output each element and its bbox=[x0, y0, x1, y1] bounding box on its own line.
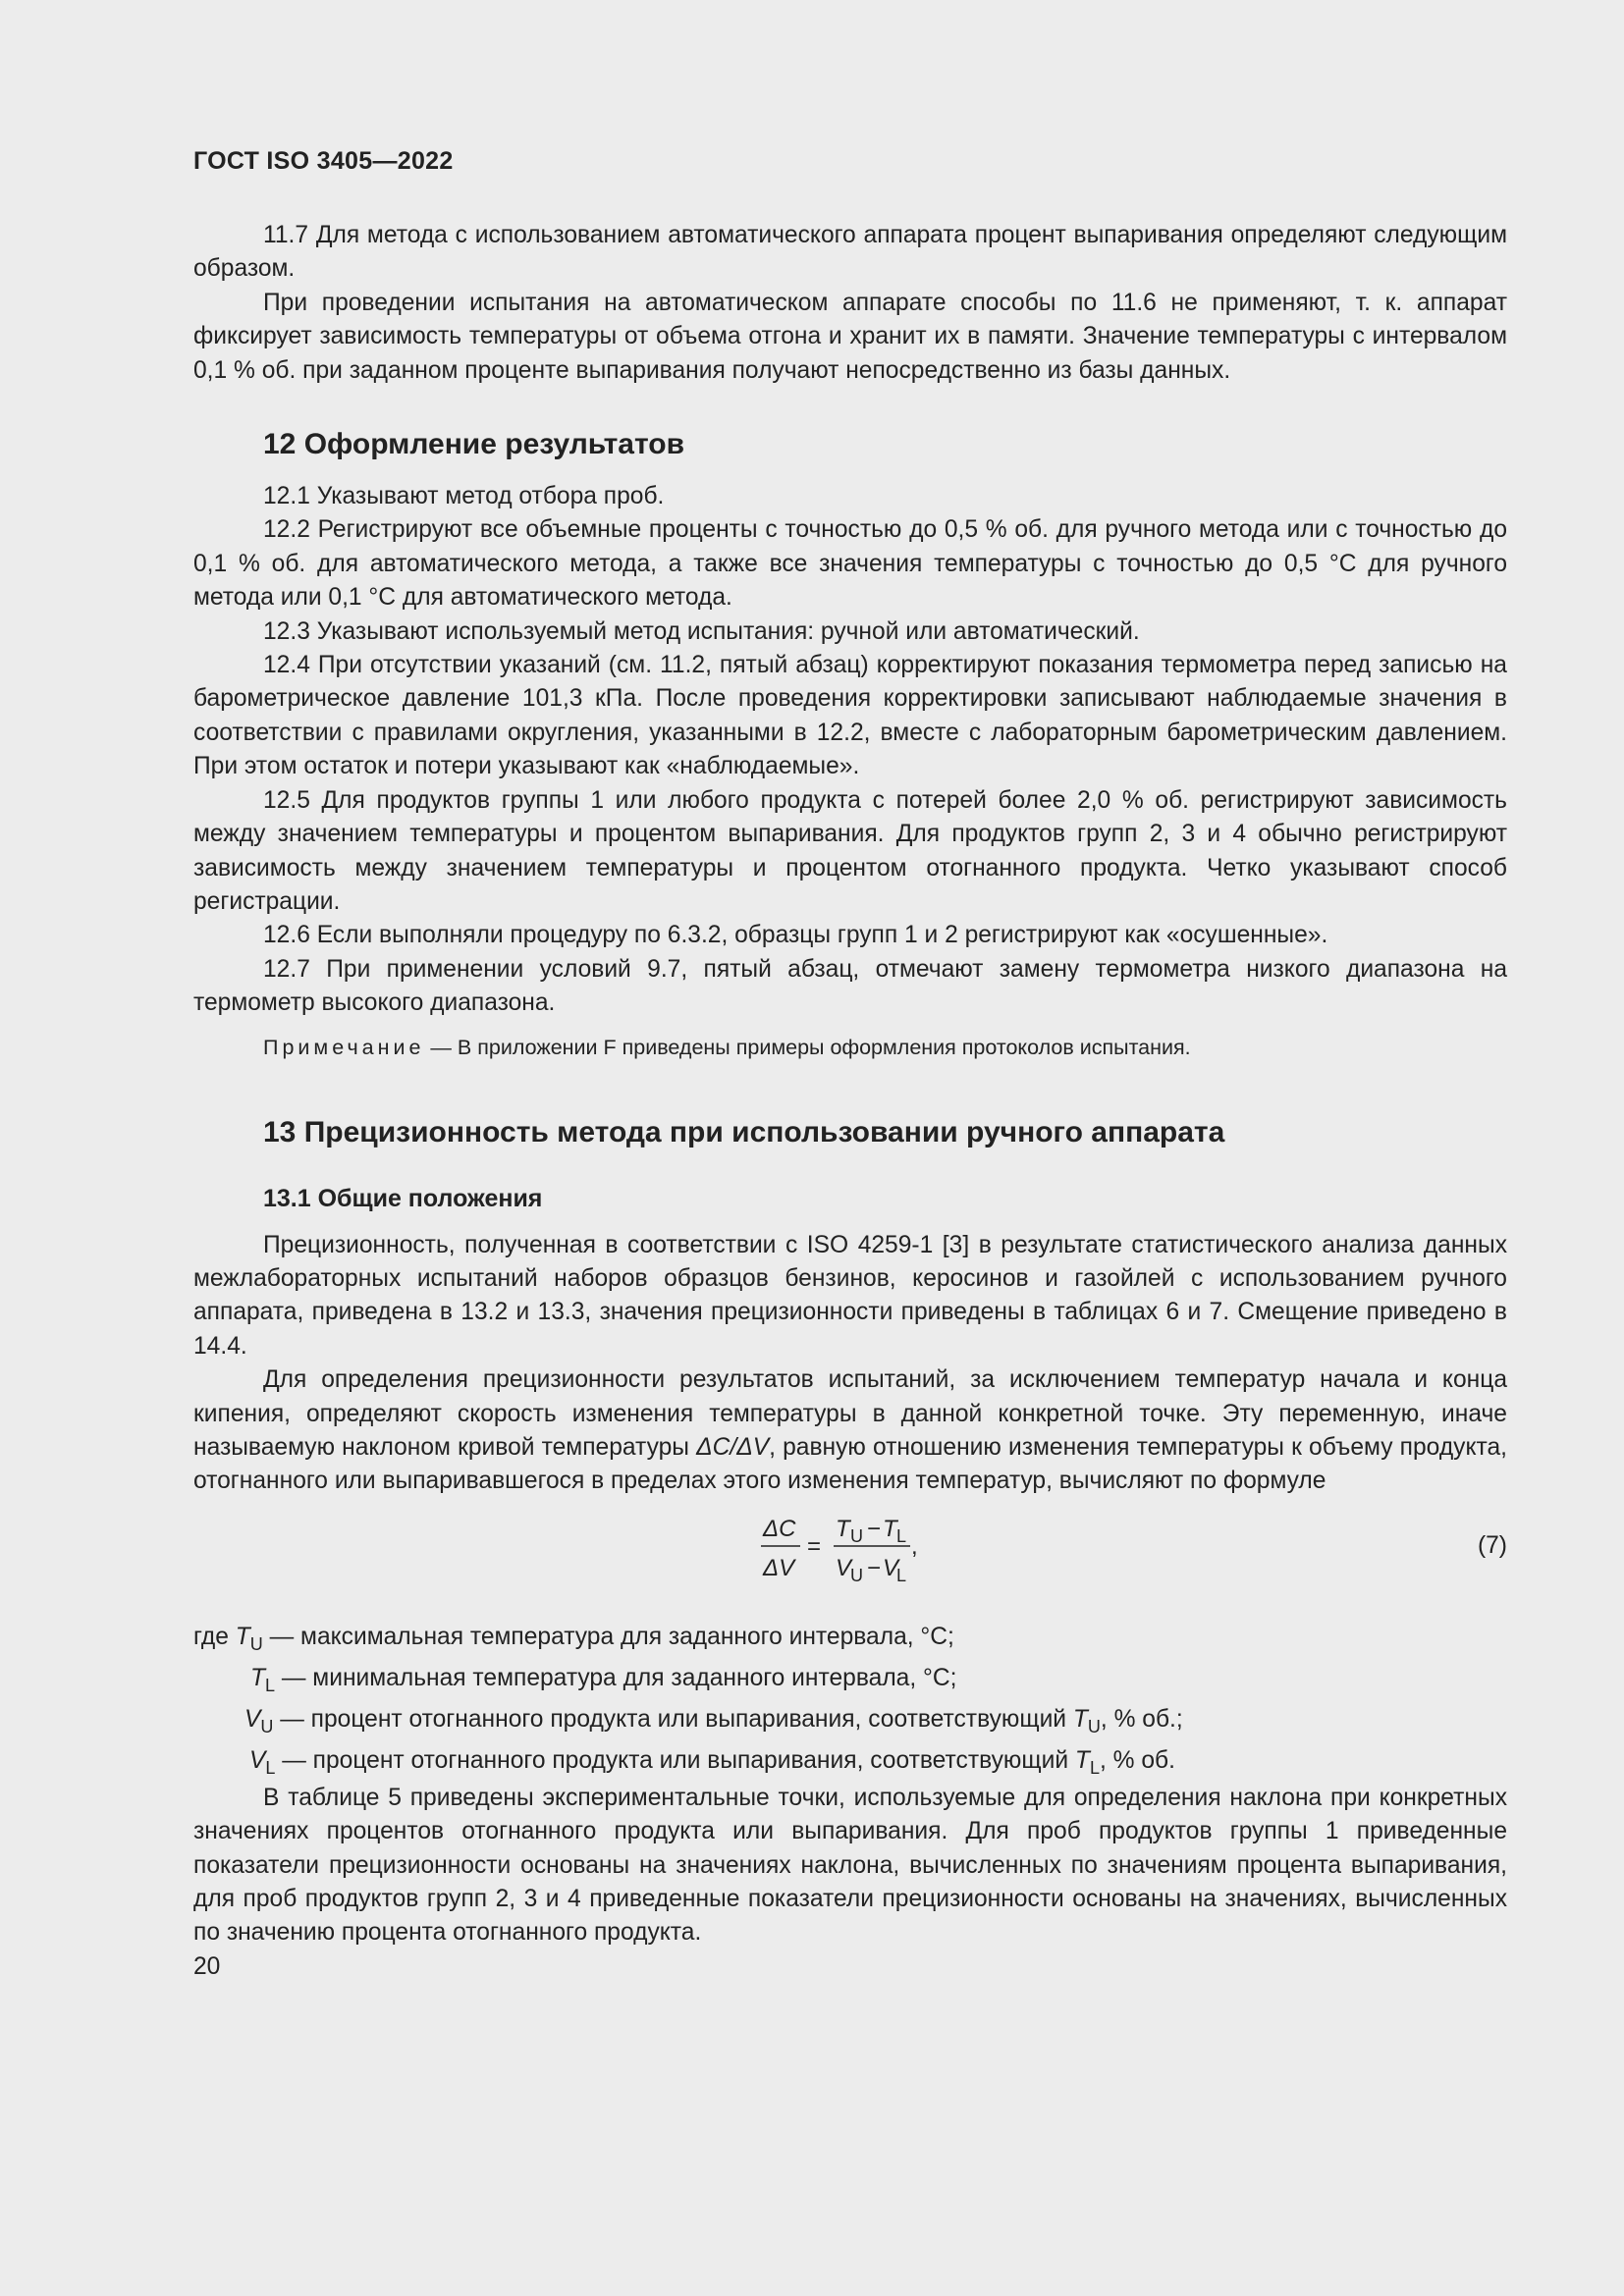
formula-number: (7) bbox=[1477, 1531, 1507, 1559]
note-label: Примечание bbox=[263, 1035, 425, 1059]
where-item-vl: $V_L$ — процент отогнанного продукта или выпаривания, соответствующий $T_L$, % об. bbox=[249, 1746, 1175, 1778]
clause-12-4: 12.4 При отсутствии указаний (см. 11.2, пятый абзац) корректируют показания термометра перед записью на барометрическое давление 101,3 кПа. После проведения корректировки записывают наблюдаемые значения в соответствии с правилами округления, указанными в 12.2, вместе с лабораторным барометрическим давлением. При этом остаток и потери указывают как «наблюдаемые». bbox=[193, 652, 1507, 780]
formula-den-a: V bbox=[836, 1554, 852, 1581]
formula-den-b: V bbox=[883, 1554, 899, 1581]
formula-trailing-comma: , bbox=[911, 1532, 918, 1560]
section-13-title: 13 Прецизионность метода при использовании ручного аппарата bbox=[263, 1115, 1225, 1148]
clause-12-2: 12.2 Регистрируют все объемные проценты с точностью до 0,5 % об. для ручного метода или с точностью до 0,1 % об. для автоматического метода, а также все значения температуры с точностью до 0,5 °C для ручного метода или 0,1 °C для автоматического метода. bbox=[193, 516, 1507, 612]
clause-12-3: 12.3 Указывают используемый метод испытания: ручной или автоматический. bbox=[263, 617, 1140, 645]
section-12-title: 12 Оформление результатов bbox=[263, 428, 685, 461]
formula-equals: = bbox=[807, 1532, 822, 1560]
where-item-tl: $T_L$ — минимальная температура для заданного интервала, °C; bbox=[250, 1664, 957, 1695]
formula-num-b-sub: L bbox=[896, 1525, 907, 1546]
standard-header: ГОСТ ISO 3405—2022 bbox=[193, 147, 454, 175]
formula-num-a-sub: U bbox=[850, 1525, 863, 1546]
paragraph-11-7: 11.7 Для метода с использованием автоматического аппарата процент выпаривания определяют следующим образом. bbox=[193, 222, 1507, 283]
formula-num-op: − bbox=[867, 1515, 882, 1542]
formula-den-op: − bbox=[867, 1554, 882, 1581]
formula-num-b: T bbox=[883, 1515, 897, 1542]
formula-lhs-numerator: ΔC bbox=[763, 1515, 796, 1542]
where-item-tu: где $T_U$ — максимальная температура для заданного интервала, °C; bbox=[193, 1623, 954, 1654]
note-text: — В приложении F приведены примеры оформления протоколов испытания. bbox=[424, 1035, 1191, 1059]
formula-den-a-sub: U bbox=[850, 1565, 863, 1585]
document-page bbox=[193, 147, 1507, 1984]
note bbox=[193, 1033, 1507, 1062]
where-prefix: где bbox=[193, 1623, 229, 1650]
subsection-13-1-title: 13.1 Общие положения bbox=[263, 1184, 543, 1212]
paragraph-13-1-table5: В таблице 5 приведены экспериментальные точки, используемые для определения наклона при конкретных значениях процентов отогнанного продукта или выпаривания. Для проб продуктов группы 1 приведенные показатели прецизионности основаны на значениях наклона, вычисленных по значениям процента выпаривания, для проб продуктов групп 2, 3 и 4 приведенные показатели прецизионности основаны на значениях, вычисленных по значению процента отогнанного продукта. bbox=[193, 1784, 1507, 1947]
clause-12-5: 12.5 Для продуктов группы 1 или любого продукта с потерей более 2,0 % об. регистрируют зависимость между значением температуры и процентом выпаривания. Для продуктов групп 2, 3 и 4 обычно регистрируют зависимость между значением температуры и процентом отогнанного продукта. Четко указывают способ регистрации. bbox=[193, 786, 1507, 915]
formula-7 bbox=[193, 1499, 1507, 1607]
slope-symbol: ΔC/ΔV bbox=[696, 1433, 770, 1461]
paragraph-11-7-detail: При проведении испытания на автоматическом аппарате способы по 11.6 не применяют, т. к. аппарат фиксирует зависимость температуры от объема отгона и хранит их в памяти. Значение температуры с интервалом 0,1 % об. при заданном проценте выпаривания получают непосредственно из базы данных. bbox=[193, 289, 1507, 384]
formula-den-b-sub: L bbox=[896, 1565, 907, 1585]
where-item-vu: $V_U$ — процент отогнанного продукта или выпаривания, соответствующий $T_U$, % об.; bbox=[244, 1705, 1183, 1736]
paragraph-13-1-precision: Прецизионность, полученная в соответствии с ISO 4259-1 [3] в результате статистического анализа данных межлабораторных испытаний наборов образцов бензинов, керосинов и газойлей с использованием ручного аппарата, приведена в 13.2 и 13.3, значения прецизионности приведены в таблицах 6 и 7. Смещение приведено в 14.4. bbox=[193, 1231, 1507, 1360]
paragraph-13-1-slope: Для определения прецизионности результатов испытаний, за исключением температур начала и конца кипения, определяют скорость изменения температуры в данной конкретной точке. Эту переменную, иначе называемую наклоном кривой температуры ΔC/ΔV, равную отношению изменения температуры к объему продукта, отогнанного или выпаривавшегося в пределах этого изменения температур, вычисляют по формуле bbox=[193, 1366, 1507, 1495]
formula-num-a: T bbox=[836, 1515, 850, 1542]
clause-12-1: 12.1 Указывают метод отбора проб. bbox=[263, 483, 665, 510]
page-number: 20 bbox=[193, 1952, 221, 1980]
formula-expression bbox=[761, 1507, 957, 1595]
clause-12-7: 12.7 При применении условий 9.7, пятый абзац, отмечают замену термометра низкого диапазона на термометр высокого диапазона. bbox=[193, 955, 1507, 1017]
formula-lhs-denominator: ΔV bbox=[763, 1554, 795, 1581]
clause-12-6: 12.6 Если выполняли процедуру по 6.3.2, образцы групп 1 и 2 регистрируют как «осушенные». bbox=[263, 922, 1328, 949]
